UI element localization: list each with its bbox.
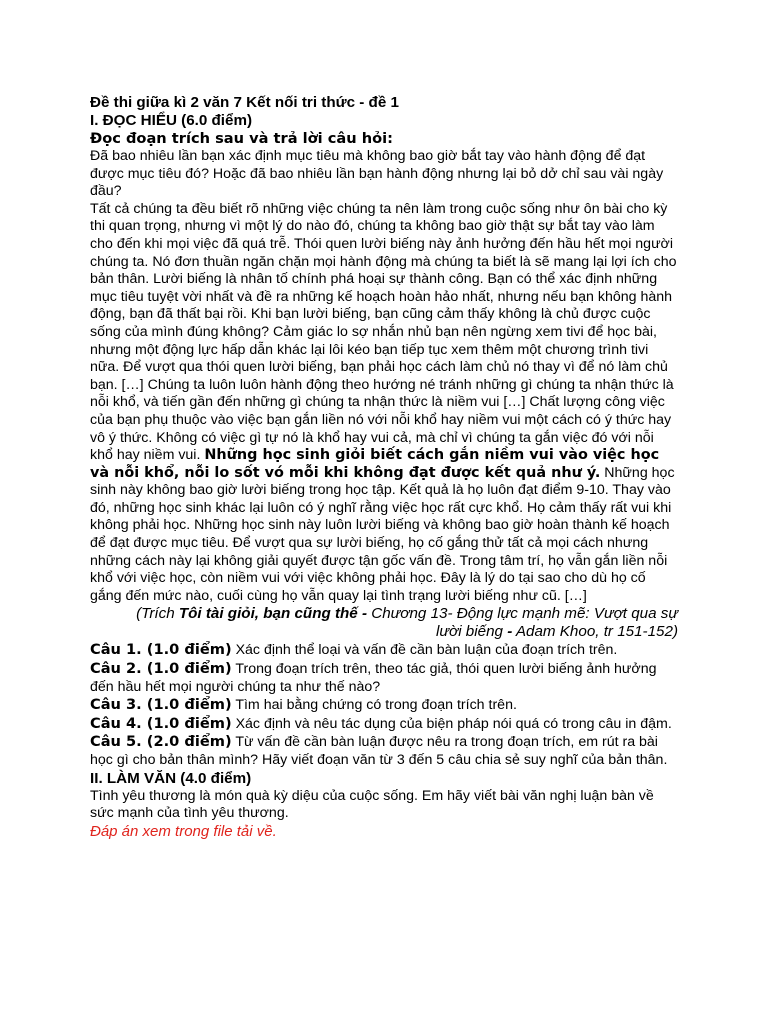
question-4 bbox=[90, 715, 678, 734]
question-label: Câu 2. (1.0 điểm) bbox=[90, 660, 232, 678]
writing-prompt: Tình yêu thương là món quà kỳ diệu của cuộc sống. Em hãy viết bài văn nghị luận bàn về sức mạnh của tình yêu thương. bbox=[90, 787, 654, 822]
question-text: Xác định và nêu tác dụng của biện pháp nói quá có trong câu in đậm. bbox=[231, 715, 672, 732]
question-label: Câu 5. (2.0 điểm) bbox=[90, 733, 232, 751]
reading-instruction: Đọc đoạn trích sau và trả lời câu hỏi: bbox=[90, 130, 393, 147]
section-reading-heading: I. ĐỌC HIỂU (6.0 điểm) bbox=[90, 112, 253, 129]
citation-book-title: Tôi tài giỏi, bạn cũng thế - bbox=[178, 605, 368, 623]
question-2 bbox=[90, 660, 678, 696]
section-writing-heading: II. LÀM VĂN (4.0 điểm) bbox=[90, 769, 252, 787]
question-label: Câu 4. (1.0 điểm) bbox=[90, 714, 232, 732]
question-5 bbox=[90, 733, 678, 769]
passage-paragraph-2 bbox=[90, 201, 678, 606]
passage-bold-sentence: Những học sinh giỏi biết cách gắn niềm vui vào việc học và nỗi khổ, nỗi lo sốt vó mỗi khi không đạt được kết quả như ý. bbox=[90, 447, 660, 481]
passage-citation bbox=[90, 605, 678, 641]
question-text: Từ vấn đề cần bàn luận được nêu ra trong đoạn trích, em rút ra bài học gì cho bản thân mình? Hãy viết đoạn văn từ 3 đến 5 câu chia sẻ suy nghĩ của bản thân. bbox=[90, 734, 668, 768]
question-text: Xác định thể loại và vấn đề cần bàn luận của đoạn trích trên. bbox=[231, 642, 618, 659]
question-label: Câu 1. (1.0 điểm) bbox=[90, 641, 232, 659]
citation-chapter: Chương 13- Động lực mạnh mẽ: Vượt qua sự lười biếng bbox=[367, 605, 678, 641]
passage-paragraph-1: Đã bao nhiêu lần bạn xác định mục tiêu mà không bao giờ bắt tay vào hành động để đạt được mục tiêu đó? Hoặc đã bao nhiêu lần bạn hành động nhưng lại bỏ dở chỉ sau vài ngày đầu? bbox=[90, 148, 664, 200]
question-label: Câu 3. (1.0 điểm) bbox=[90, 696, 232, 714]
document-title: Đề thi giữa kì 2 văn 7 Kết nối tri thức - đề 1 bbox=[90, 94, 399, 111]
document-page bbox=[90, 94, 678, 841]
citation-dash: - bbox=[507, 623, 513, 641]
question-text: Trong đoạn trích trên, theo tác giả, thói quen lười biếng ảnh hưởng đến hầu hết mọi người chúng ta như thế nào? bbox=[90, 661, 657, 695]
question-text: Tìm hai bằng chứng có trong đoạn trích trên. bbox=[231, 697, 517, 714]
passage-text-before-bold: Tất cả chúng ta đều biết rõ những việc chúng ta nên làm trong cuộc sống như ôn bài cho kỳ thi quan trọng, nhưng vì một lý do nào đó, chúng ta không bao giờ thật sự bắt tay vào làm cho đến khi mọi việc đã quá trễ. Thói quen lười biếng này ảnh hưởng đến hầu hết mọi người chúng ta. Nó đơn thuần ngăn chặn mọi hành động mà chúng ta biết là sẽ mang lại lợi ích cho bản thân. Lười biếng là nhân tố chính phá hoại sự thành công. Bạn có thể xác định những mục tiêu tuyệt vời nhất và đề ra những kế hoạch hoàn hảo nhất, nhưng nếu bạn không hành động, bạn đã thất bại rồi. Khi bạn lười biếng, bạn cũng cảm thấy không là chủ được cuộc sống của mình đúng không? Cảm giác lo sợ nhắn nhủ bạn nên ngừng xem tivi để học bài, nhưng một động lực hấp dẫn khác lại lôi kéo bạn tiếp tục xem thêm một chương trình tivi nữa. Để vượt qua thói quen lười biếng, bạn phải học cách làm chủ nó thay vì để nó làm chủ bạn. […] Chúng ta luôn luôn hành động theo hướng né tránh những gì chúng ta nhận thức là nỗi khổ, và tiến gần đến những gì chúng ta nhận thức là niềm vui […] Chất lượng công việc của bạn phụ thuộc vào việc bạn gắn liền nó với nỗi khổ hay niềm vui một cách có ý thức hay vô ý thức. Không có việc gì tự nó là khổ hay vui cả, mà chỉ vì chúng ta gắn việc đó với nỗi khổ hay niềm vui. bbox=[90, 200, 677, 464]
question-3 bbox=[90, 696, 678, 715]
citation-author: Adam Khoo, tr 151-152) bbox=[512, 623, 678, 641]
citation-prefix: (Trích bbox=[136, 605, 179, 623]
question-1 bbox=[90, 641, 678, 660]
passage-text-after-bold: Những học sinh này không bao giờ lười biếng trong học tập. Kết quả là họ luôn đạt điểm 9-10. Thay vào đó, những học sinh khác lại luôn có ý nghĩ rằng việc học rất cực khổ. Họ cảm thấy rất vui khi không phải học. Những học sinh này luôn lười biếng và không bao giờ hoàn thành kế hoạch để đạt được mục tiêu. Để vượt qua sự lười biếng, họ cố gắng thử tất cả mọi cách nhưng những cách này lại không giải quyết được tận gốc vấn đề. Trong tâm trí, họ vẫn gắn liền nỗi khổ với việc học, còn niềm vui với việc không phải học. Đây là lý do tại sao cho dù họ cố gắng đến mức nào, cuối cùng họ vẫn quay lại tình trạng lười biếng như cũ. […] bbox=[90, 464, 675, 604]
answer-download-note: Đáp án xem trong file tải về. bbox=[90, 822, 277, 840]
